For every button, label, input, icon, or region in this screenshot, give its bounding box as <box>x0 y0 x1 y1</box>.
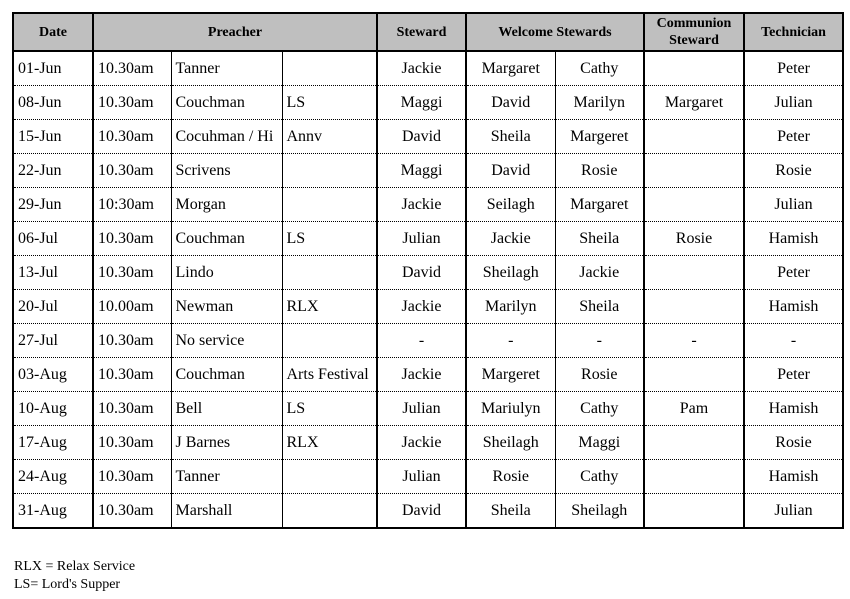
cell-time: 10.30am <box>93 154 171 188</box>
cell-steward: - <box>377 324 466 358</box>
cell-steward: David <box>377 120 466 154</box>
cell-date: 10-Aug <box>13 392 93 426</box>
cell-time: 10.00am <box>93 290 171 324</box>
cell-preacher: No service <box>171 324 282 358</box>
cell-welcome-steward-2: - <box>555 324 644 358</box>
cell-preacher-note <box>282 256 377 290</box>
cell-preacher: Newman <box>171 290 282 324</box>
table-row <box>13 51 843 86</box>
cell-welcome-steward-1: David <box>466 86 555 120</box>
cell-preacher: Lindo <box>171 256 282 290</box>
cell-welcome-steward-1: Sheila <box>466 120 555 154</box>
cell-welcome-steward-2: Sheila <box>555 290 644 324</box>
cell-welcome-steward-2: Jackie <box>555 256 644 290</box>
cell-time: 10.30am <box>93 51 171 86</box>
cell-communion-steward: Rosie <box>644 222 744 256</box>
cell-welcome-steward-2: Marilyn <box>555 86 644 120</box>
cell-technician: Hamish <box>744 290 843 324</box>
cell-preacher: Bell <box>171 392 282 426</box>
cell-preacher: Morgan <box>171 188 282 222</box>
table-row <box>13 324 843 358</box>
cell-preacher-note <box>282 460 377 494</box>
cell-welcome-steward-2: Margaret <box>555 188 644 222</box>
cell-welcome-steward-1: - <box>466 324 555 358</box>
cell-time: 10.30am <box>93 460 171 494</box>
header-welcome-stewards: Welcome Stewards <box>466 13 644 51</box>
cell-date: 15-Jun <box>13 120 93 154</box>
cell-welcome-steward-1: Sheilagh <box>466 426 555 460</box>
cell-welcome-steward-2: Cathy <box>555 392 644 426</box>
cell-welcome-steward-1: Sheila <box>466 494 555 529</box>
cell-welcome-steward-2: Sheilagh <box>555 494 644 529</box>
cell-preacher: Scrivens <box>171 154 282 188</box>
table-row <box>13 256 843 290</box>
cell-steward: Jackie <box>377 188 466 222</box>
cell-date: 08-Jun <box>13 86 93 120</box>
cell-steward: Maggi <box>377 154 466 188</box>
cell-technician: Rosie <box>744 426 843 460</box>
cell-time: 10:30am <box>93 188 171 222</box>
legend <box>14 558 135 594</box>
table-row <box>13 154 843 188</box>
cell-preacher-note: LS <box>282 222 377 256</box>
cell-preacher-note: Annv <box>282 120 377 154</box>
legend-rlx: RLX = Relax Service <box>14 559 136 574</box>
cell-steward: Julian <box>377 460 466 494</box>
cell-preacher-note <box>282 324 377 358</box>
cell-communion-steward: - <box>644 324 744 358</box>
header-communion-line2: Steward <box>669 33 719 48</box>
cell-date: 17-Aug <box>13 426 93 460</box>
cell-communion-steward <box>644 120 744 154</box>
cell-preacher-note <box>282 154 377 188</box>
header-row <box>13 13 843 51</box>
cell-communion-steward: Margaret <box>644 86 744 120</box>
cell-technician: Julian <box>744 86 843 120</box>
cell-time: 10.30am <box>93 324 171 358</box>
table-row <box>13 358 843 392</box>
table-row <box>13 222 843 256</box>
cell-welcome-steward-1: Jackie <box>466 222 555 256</box>
cell-preacher: Tanner <box>171 460 282 494</box>
cell-technician: Peter <box>744 256 843 290</box>
cell-date: 22-Jun <box>13 154 93 188</box>
header-communion-line1: Communion <box>656 16 732 31</box>
cell-communion-steward <box>644 426 744 460</box>
cell-technician: Peter <box>744 51 843 86</box>
header-steward: Steward <box>377 13 466 51</box>
cell-preacher-note: LS <box>282 392 377 426</box>
cell-welcome-steward-1: Marilyn <box>466 290 555 324</box>
cell-technician: Julian <box>744 188 843 222</box>
cell-preacher-note: RLX <box>282 290 377 324</box>
cell-date: 13-Jul <box>13 256 93 290</box>
header-preacher: Preacher <box>93 13 377 51</box>
cell-preacher: Marshall <box>171 494 282 529</box>
cell-time: 10.30am <box>93 120 171 154</box>
cell-steward: Julian <box>377 222 466 256</box>
cell-communion-steward <box>644 358 744 392</box>
cell-welcome-steward-2: Maggi <box>555 426 644 460</box>
cell-technician: - <box>744 324 843 358</box>
cell-steward: Julian <box>377 392 466 426</box>
cell-date: 31-Aug <box>13 494 93 529</box>
cell-communion-steward <box>644 51 744 86</box>
cell-date: 20-Jul <box>13 290 93 324</box>
table-row <box>13 188 843 222</box>
cell-communion-steward <box>644 256 744 290</box>
cell-technician: Rosie <box>744 154 843 188</box>
cell-welcome-steward-2: Cathy <box>555 51 644 86</box>
cell-technician: Hamish <box>744 222 843 256</box>
cell-technician: Hamish <box>744 392 843 426</box>
cell-communion-steward: Pam <box>644 392 744 426</box>
table-row <box>13 120 843 154</box>
cell-steward: Jackie <box>377 426 466 460</box>
cell-communion-steward <box>644 460 744 494</box>
cell-preacher-note <box>282 494 377 529</box>
header-communion-steward <box>644 13 744 51</box>
cell-steward: Jackie <box>377 358 466 392</box>
cell-welcome-steward-2: Sheila <box>555 222 644 256</box>
cell-steward: Maggi <box>377 86 466 120</box>
cell-preacher: Couchman <box>171 222 282 256</box>
cell-welcome-steward-2: Cathy <box>555 460 644 494</box>
cell-welcome-steward-1: David <box>466 154 555 188</box>
table-row <box>13 460 843 494</box>
table-row <box>13 290 843 324</box>
cell-welcome-steward-2: Rosie <box>555 154 644 188</box>
cell-preacher: Cocuhman / Hi <box>171 120 282 154</box>
cell-preacher: Couchman <box>171 358 282 392</box>
header-date: Date <box>13 13 93 51</box>
cell-steward: Jackie <box>377 51 466 86</box>
cell-welcome-steward-2: Margeret <box>555 120 644 154</box>
cell-preacher-note: Arts Festival <box>282 358 377 392</box>
cell-preacher: J Barnes <box>171 426 282 460</box>
cell-preacher-note <box>282 188 377 222</box>
cell-communion-steward <box>644 188 744 222</box>
cell-date: 27-Jul <box>13 324 93 358</box>
cell-communion-steward <box>644 154 744 188</box>
cell-communion-steward <box>644 290 744 324</box>
cell-steward: David <box>377 256 466 290</box>
cell-time: 10.30am <box>93 494 171 529</box>
legend-ls: LS= Lord's Supper <box>14 577 121 592</box>
header-technician: Technician <box>744 13 843 51</box>
cell-welcome-steward-1: Margaret <box>466 51 555 86</box>
cell-time: 10.30am <box>93 222 171 256</box>
cell-welcome-steward-1: Rosie <box>466 460 555 494</box>
cell-date: 24-Aug <box>13 460 93 494</box>
cell-welcome-steward-1: Sheilagh <box>466 256 555 290</box>
cell-time: 10.30am <box>93 86 171 120</box>
cell-technician: Julian <box>744 494 843 529</box>
cell-technician: Peter <box>744 358 843 392</box>
cell-date: 03-Aug <box>13 358 93 392</box>
cell-welcome-steward-1: Seilagh <box>466 188 555 222</box>
cell-steward: Jackie <box>377 290 466 324</box>
cell-welcome-steward-2: Rosie <box>555 358 644 392</box>
cell-communion-steward <box>644 494 744 529</box>
table-row <box>13 494 843 529</box>
table-row <box>13 392 843 426</box>
rota-table <box>12 12 844 529</box>
rota-body <box>13 51 843 528</box>
cell-preacher: Tanner <box>171 51 282 86</box>
cell-date: 29-Jun <box>13 188 93 222</box>
cell-technician: Peter <box>744 120 843 154</box>
cell-time: 10.30am <box>93 392 171 426</box>
cell-preacher-note <box>282 51 377 86</box>
cell-preacher: Couchman <box>171 86 282 120</box>
cell-technician: Hamish <box>744 460 843 494</box>
cell-preacher-note: RLX <box>282 426 377 460</box>
table-row <box>13 86 843 120</box>
cell-welcome-steward-1: Margeret <box>466 358 555 392</box>
cell-date: 06-Jul <box>13 222 93 256</box>
cell-time: 10.30am <box>93 256 171 290</box>
cell-time: 10.30am <box>93 358 171 392</box>
cell-steward: David <box>377 494 466 529</box>
table-row <box>13 426 843 460</box>
cell-welcome-steward-1: Mariulyn <box>466 392 555 426</box>
cell-preacher-note: LS <box>282 86 377 120</box>
cell-date: 01-Jun <box>13 51 93 86</box>
cell-time: 10.30am <box>93 426 171 460</box>
